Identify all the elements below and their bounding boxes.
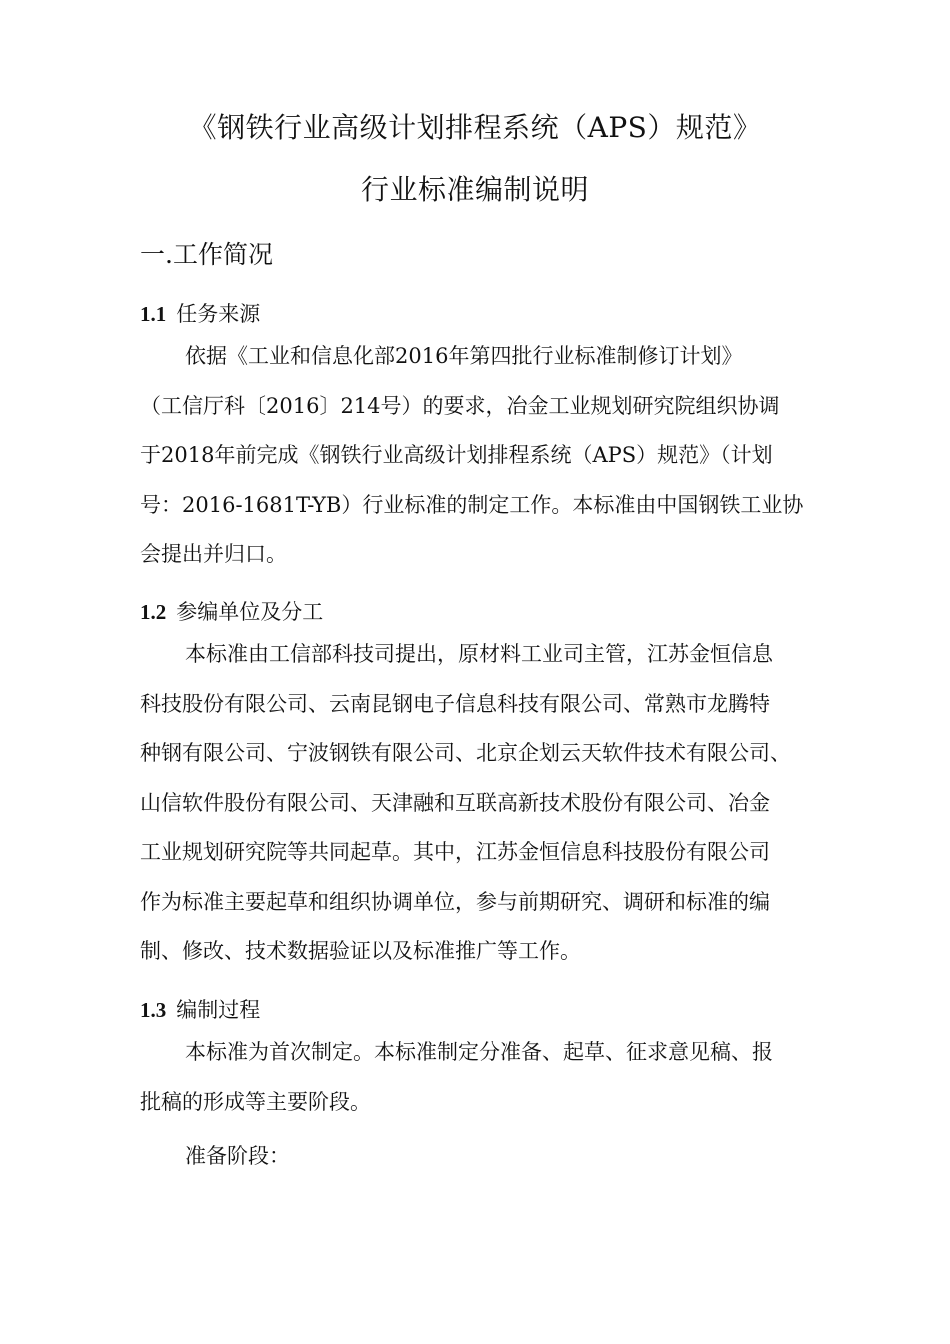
text-line: 会提出并归口。 [140,542,287,566]
text-line: 山信软件股份有限公司、天津融和互联高新技术股份有限公司、冶金 [140,790,770,815]
paragraph-participants [140,630,820,977]
text-line: 科技股份有限公司、云南昆钢电子信息科技有限公司、常熟市龙腾特 [140,691,770,716]
text-line: 作为标准主要起草和组织协调单位，参与前期研究、调研和标准的编 [140,889,770,914]
text-line: 本标准为首次制定。本标准制定分准备、起草、征求意见稿、报 [185,1040,773,1064]
subsection-label: 任务来源 [176,302,261,326]
text-line: （工信厅科〔2016〕214号）的要求，冶金工业规划研究院组织协调 [140,393,780,418]
text-line: 准备阶段： [185,1144,290,1168]
subsection-heading-1-3 [140,994,260,1024]
subsection-number: 1.3 [140,998,167,1022]
text-line: 本标准由工信部科技司提出，原材料工业司主管，江苏金恒信息 [185,642,773,666]
paragraph-task-source [140,332,820,580]
subsection-heading-1-2 [140,596,323,626]
doc-subtitle: 行业标准编制说明 [360,173,589,206]
text-line: 于2018年前完成《钢铁行业高级计划排程系统（APS）规范》（计划 [140,443,773,467]
text-line: 制、修改、技术数据验证以及标准推广等工作。 [140,939,581,963]
paragraph-process [140,1028,820,1127]
text-line: 批稿的形成等主要阶段。 [140,1089,371,1114]
subsection-label: 编制过程 [176,998,261,1022]
text-line: 依据《工业和信息化部2016年第四批行业标准制修订计划》 [185,344,743,368]
text-line: 号：2016-1681T-YB）行业标准的制定工作。本标准由中国钢铁工业协 [140,492,804,517]
subsection-number: 1.1 [140,302,167,326]
doc-title: 《钢铁行业高级计划排程系统（APS）规范》 [188,111,762,144]
subsection-label: 参编单位及分工 [176,600,324,624]
section-heading-1: 一.工作简况 [140,240,273,269]
text-line: 工业规划研究院等共同起草。其中，江苏金恒信息科技股份有限公司 [140,840,770,864]
subsection-heading-1-1 [140,298,260,328]
text-line: 种钢有限公司、宁波钢铁有限公司、北京企划云天软件技术有限公司、 [140,741,791,765]
paragraph-prep-stage [140,1132,820,1182]
subsection-number: 1.2 [140,600,167,624]
